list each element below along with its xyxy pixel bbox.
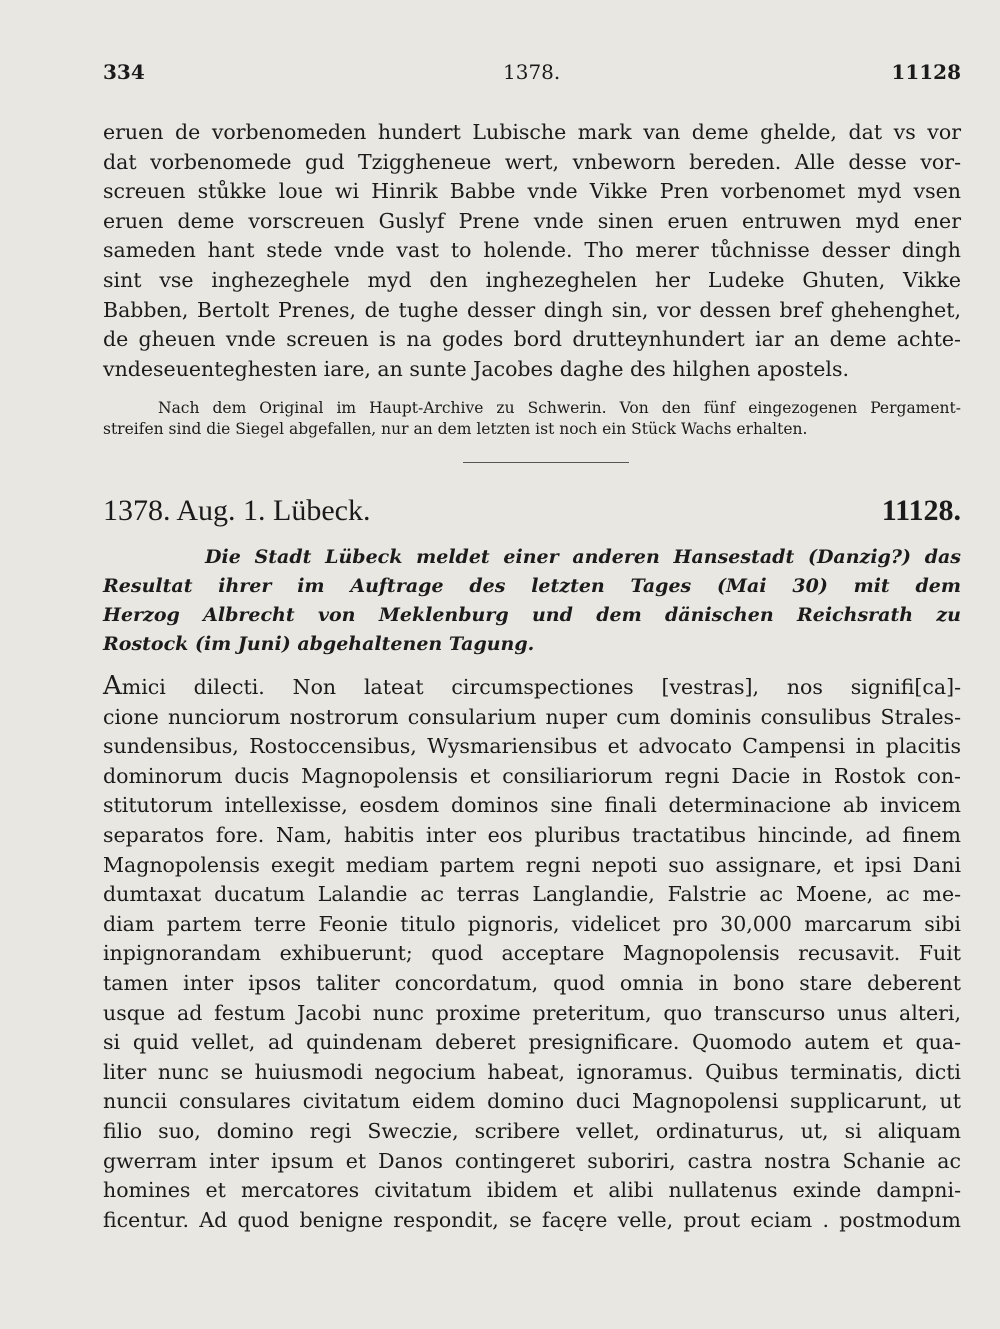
running-head-year: 1378. — [503, 60, 561, 84]
text-line: tamen inter ipsos taliter concordatum, quod omnia in bono stare deberent — [103, 970, 961, 995]
summary-line: Herzog Albrecht von Meklenburg und dem dänischen Reichsrath zu — [103, 604, 961, 626]
text-line: gwerram inter ipsum et Danos contingeret suboriri, castra nostra Schanie ac — [103, 1148, 961, 1173]
text-line: liter nunc se huiusmodi negocium habeat, ignoramus. Quibus terminatis, dicti — [103, 1059, 961, 1084]
running-head — [103, 60, 961, 90]
text-line: dat vorbenomede gud Tziggheneue wert, vnbeworn bereden. Alle desse vor- — [103, 149, 961, 174]
document-number: 11128. — [881, 494, 961, 527]
text-line: separatos fore. Nam, habitis inter eos pluribus tractatibus hincinde, ad finem — [103, 822, 961, 847]
text-line: Babben, Bertolt Prenes, de tughe desser dingh sin, vor dessen bref ghehenghet, — [103, 297, 961, 322]
text-line: vndeseuenteghesten iare, an sunte Jacobes daghe des hilghen apostels. — [103, 356, 849, 381]
summary-line: Die Stadt Lübeck meldet einer anderen Hansestadt (Danzig?) das — [205, 546, 961, 568]
text-line: dominorum ducis Magnopolensis et consiliariorum regni Dacie in Rostok con- — [103, 763, 961, 788]
text-line: stitutorum intellexisse, eosdem dominos sine finali determinacione ab invicem — [103, 793, 961, 818]
text-line: eruen de vorbenomeden hundert Lubische mark van deme ghelde, dat vs vor — [103, 120, 961, 144]
document-summary — [103, 543, 961, 659]
text-line: sundensibus, Rostoccensibus, Wysmariensibus et advocato Campensi in placitis — [103, 734, 961, 759]
text-line: cione nunciorum nostrorum consularium nuper cum dominis consulibus Strales- — [103, 704, 961, 729]
initial-letter: A — [103, 671, 122, 701]
text-line: ficentur. Ad quod benigne respondit, se facęre velle, prout eciam . postmodum — [103, 1207, 961, 1232]
summary-line: Resultat ihrer im Auftrage des letzten Tages (Mai 30) mit dem — [103, 575, 961, 597]
text-line: usque ad festum Jacobi nunc proxime preteritum, quo transcurso unus alteri, — [103, 1000, 961, 1025]
text-line: si quid vellet, ad quindenam deberet presignificare. Quomodo autem et qua- — [103, 1030, 961, 1055]
text-line: nuncii consulares civitatum eidem domino duci Magnopolensi supplicarunt, ut — [103, 1089, 961, 1114]
previous-document-text — [103, 118, 961, 384]
text-line: inpignorandam exhibuerunt; quod acceptare Magnopolensis recusavit. Fuit — [103, 941, 961, 966]
document-header — [103, 494, 961, 534]
source-note — [103, 398, 961, 440]
section-divider — [463, 462, 629, 463]
text-line: de gheuen vnde screuen is na godes bord drutteynhundert iar an deme achte- — [103, 327, 961, 352]
text-line: eruen deme vorscreuen Guslyf Prene vnde sinen eruen entruwen myd ener — [103, 208, 961, 233]
text-line: sameden hant stede vnde vast to holende. Tho merer tůchnisse desser dingh — [103, 238, 961, 263]
summary-line: Rostock (im Juni) abgehaltenen Tagung. — [103, 633, 535, 655]
text-line: sint vse inghezeghele myd den inghezeghelen her Ludeke Ghuten, Vikke — [103, 267, 961, 292]
main-document-text — [103, 672, 961, 1235]
text-line: homines et mercatores civitatum ibidem et alibi nullatenus exinde dampni- — [103, 1178, 961, 1203]
text-line: diam partem terre Feonie titulo pignoris, videlicet pro 30,000 marcarum sibi — [103, 911, 961, 936]
note-line: streifen sind die Siegel abgefallen, nur an dem letzten ist noch ein Stück Wachs erhalten. — [103, 420, 808, 438]
first-line-rest: mici dilecti. Non lateat circumspectiones [vestras], nos signifi[ca]- — [121, 675, 961, 699]
text-line: Magnopolensis exegit mediam partem regni nepoti suo assignare, et ipsi Dani — [103, 852, 961, 877]
text-line: filio suo, domino regi Sweczie, scribere vellet, ordinaturus, ut, si aliquam — [103, 1118, 961, 1143]
text-line-first — [103, 672, 961, 703]
text-line: dumtaxat ducatum Lalandie ac terras Langlandie, Falstrie ac Moene, ac me- — [103, 882, 961, 907]
note-line: Nach dem Original im Haupt-Archive zu Schwerin. Von den fünf eingezogenen Pergament- — [158, 399, 961, 417]
running-head-doc-number: 11128 — [891, 60, 961, 84]
document-date-place: 1378. Aug. 1. Lübeck. — [103, 494, 371, 527]
text-line: screuen stůkke loue wi Hinrik Babbe vnde Vikke Pren vorbenomet myd vsen — [103, 179, 961, 204]
page-number: 334 — [103, 60, 145, 84]
